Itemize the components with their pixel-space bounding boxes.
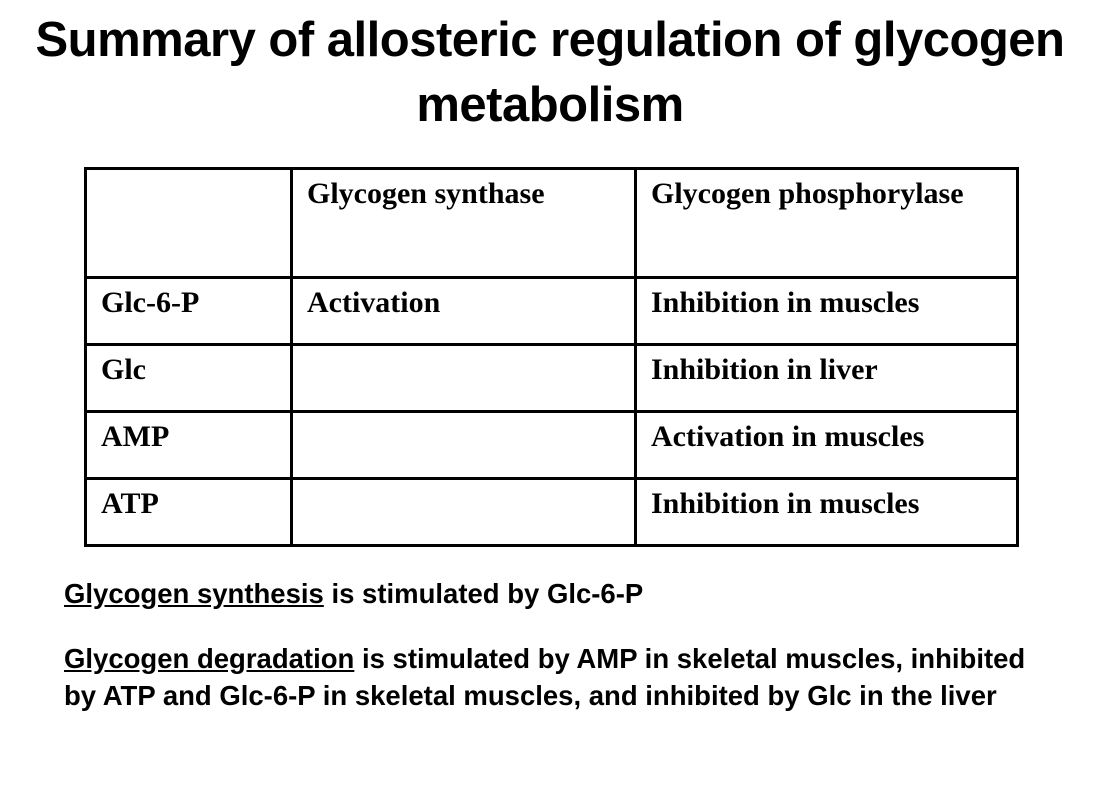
table-cell-phosphorylase: Inhibition in muscles [636,479,1018,546]
summary-table-container [84,167,1016,547]
table-header-cell-phosphorylase: Glycogen phosphorylase [636,169,1018,278]
note-glycogen-synthesis [64,575,1064,612]
table-cell-effector: Glc [86,345,292,412]
table-header-row [86,169,1018,278]
allosteric-regulation-table [84,167,1019,547]
table-cell-phosphorylase: Inhibition in muscles [636,278,1018,345]
table-row [86,278,1018,345]
notes-section [64,575,1064,715]
table-cell-effector: AMP [86,412,292,479]
table-cell-effector: ATP [86,479,292,546]
note-glycogen-degradation [64,640,1064,715]
table-row [86,479,1018,546]
note-synthesis-term: Glycogen synthesis [64,577,324,609]
table-cell-synthase [292,479,636,546]
note-degradation-term: Glycogen degradation [64,642,355,674]
table-cell-synthase [292,412,636,479]
table-cell-synthase: Activation [292,278,636,345]
table-header-cell-blank [86,169,292,278]
slide [0,8,1100,810]
table-cell-phosphorylase: Inhibition in liver [636,345,1018,412]
table-row [86,345,1018,412]
table-header-cell-synthase: Glycogen synthase [292,169,636,278]
table-cell-phosphorylase: Activation in muscles [636,412,1018,479]
note-degradation-text: is stimulated by AMP in skeletal muscles, inhibited by ATP and Glc-6-P in skeletal muscles, and inhibited by Glc in the liver [64,642,1026,712]
table-cell-effector: Glc-6-P [86,278,292,345]
table-header [86,169,1018,278]
table-body [86,278,1018,546]
table-row [86,412,1018,479]
table-cell-synthase [292,345,636,412]
page-title: Summary of allosteric regulation of glycogen metabolism [35,13,1065,132]
note-synthesis-text: is stimulated by Glc-6-P [323,577,644,609]
